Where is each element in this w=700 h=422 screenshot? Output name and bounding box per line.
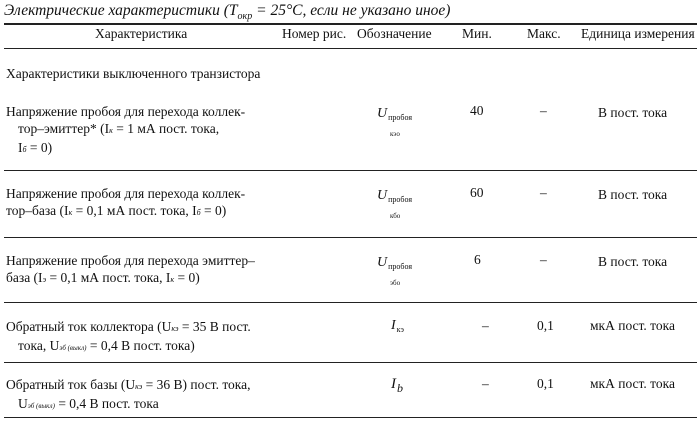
row-characteristic: Напряжение пробоя для перехода коллек- тор–база (Iк = 0,1 мА пост. тока, Iб = 0) [6,186,246,218]
row-max: – [540,252,547,267]
row-max: – [540,103,547,118]
row-symbol: $I_{кэ}$ [391,318,404,334]
row-min: 40 [470,103,484,118]
row-unit: В пост. тока [598,187,668,202]
top-rule [4,23,697,25]
row-unit: В пост. тока [598,254,668,269]
bottom-rule [4,417,697,418]
section-title: Характеристики выключенного транзистора [6,66,261,81]
row-divider [4,170,697,171]
row-min: 60 [470,185,484,200]
row-symbol: $I_b$ [391,376,403,395]
row-symbol: $U_{пробоя}$ кэо [377,106,413,138]
header-unit: Единица измерения [581,26,695,41]
header-rule [4,48,697,49]
row-symbol: $U_{пробоя}$ эбо [377,255,413,287]
header-figure-number: Номер рис. [282,26,347,41]
row-unit: В пост. тока [598,105,668,120]
row-characteristic: Обратный ток базы (Uкэ = 36 В) пост. тока, Uэб (выкл) = 0,4 В пост. тока [6,377,251,411]
row-characteristic: Обратный ток коллектора (Uкэ = 35 В пост. тока, Uэб (выкл) = 0,4 В пост. тока) [6,319,251,353]
header-max: Макс. [527,26,561,41]
row-max: – [540,185,547,200]
row-unit: мкА пост. тока [590,318,675,333]
row-min: 6 [474,252,481,267]
header-characteristic: Характеристика [95,26,188,41]
row-divider [4,302,697,303]
row-min: – [482,318,489,333]
row-max: 0,1 [537,376,554,391]
row-divider [4,237,697,238]
row-min: – [482,376,489,391]
row-max: 0,1 [537,318,554,333]
table-title: Электрические характеристики ($T_{окр} = 25^\circ C$, если не указано иное) [4,2,451,23]
header-symbol: Обозначение [357,26,432,41]
row-symbol: $U_{пробоя}$ кбо [377,188,413,220]
row-characteristic: Напряжение пробоя для перехода коллек- тор–эмиттер* (Iк = 1 мА пост. тока, Iб = 0) [6,104,246,155]
row-characteristic: Напряжение пробоя для перехода эмиттер– база (Iэ = 0,1 мА пост. тока, Iк = 0) [6,253,255,285]
header-min: Мин. [462,26,492,41]
row-divider [4,362,697,363]
row-unit: мкА пост. тока [590,376,675,391]
